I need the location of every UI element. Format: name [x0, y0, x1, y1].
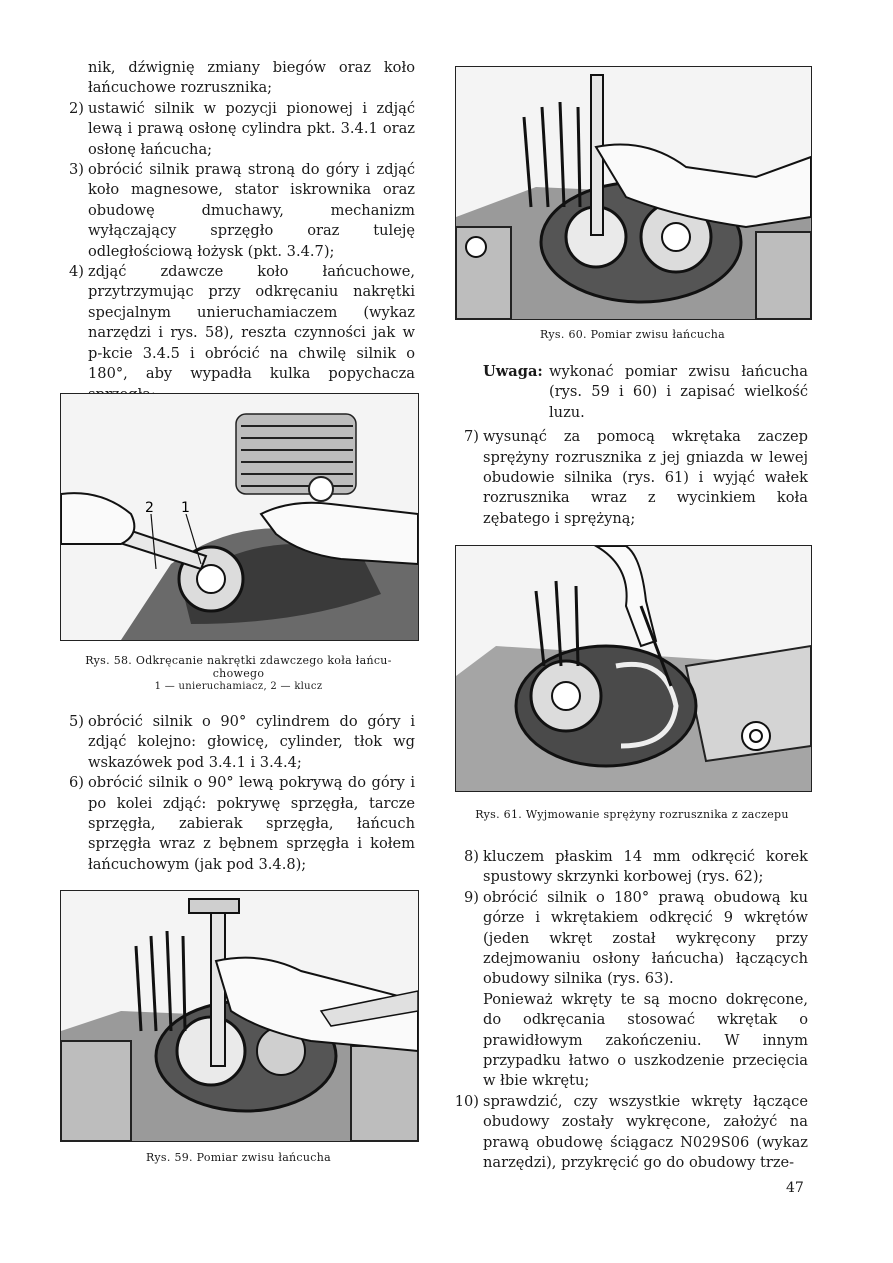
left-column-top [60, 58, 415, 405]
step-8: 8) kluczem płaskim 14 mm odkręcić korek spustowy skrzynki korbowej (rys. 62); [464, 848, 808, 886]
step-4: 4) zdjąć zdawcze koło łańcuchowe, przytrzymując przy odkręcaniu nakrętki specjalnym unieruchamiaczem (wykaz narzędzi i rys. 58), reszta czynności jak w p-kcie 3.4.5 i obrócić na chwilę silnik o 180°, aby wypadła kulka popychacza [69, 263, 415, 383]
uwaga-text: wykonać pomiar zwisu łańcucha (rys. 59 i 60) i zapisać wielkość luzu. [549, 363, 808, 421]
right-column-bottom [455, 847, 808, 1174]
step-6: 6) obrócić silnik o 90° lewą pokrywą do góry i po kolei zdjąć: pokrywę sprzęgła, tarcze sprzęgła, zabierak sprzęgła, łańcuch sprzęgła wraz z bębnem sprzęgła i kołem łańcuchowym (jak pod 3.4.8); [69, 774, 415, 873]
label-1: 1 [181, 500, 190, 516]
fig61-caption: Rys. 61. Wyjmowanie sprężyny rozrusznika z zaczepu [475, 808, 789, 821]
uwaga-label: Uwaga: [483, 363, 543, 380]
left-column-bottom [60, 712, 415, 875]
figure-60 [455, 66, 812, 320]
step-2: 2) ustawić silnik w pozycji pionowej i zdjąć lewą i prawą osłonę cylindra pkt. 3.4.1 oraz osłonę łańcucha; [69, 99, 415, 158]
chain-measure-illustration-60 [456, 67, 811, 319]
fig59-caption: Rys. 59. Pomiar zwisu łańcucha [146, 1151, 331, 1164]
step-5: 5) obrócić silnik o 90° cylindrem do góry i zdjąć kolejno: głowicę, cylinder, tłok wg wskazówek pod 3.4.1 i 3.4.4; [69, 713, 415, 771]
step-7: 7) wysunąć za pomocą wkrętaka zaczep sprężyny rozrusznika z jej gniazda w lewej obudowie silnika (rys. 61) i wyjąć wałek rozrusznika wraz z wycinkiem koła zębatego i sprężyną; [464, 428, 808, 527]
spring-removal-illustration [456, 546, 811, 791]
uwaga-note [455, 362, 808, 423]
fig60-caption: Rys. 60. Pomiar zwisu łańcucha [540, 328, 725, 341]
figure-59 [60, 890, 419, 1142]
engine-wrench-illustration [61, 394, 418, 640]
chain-measure-illustration-59 [61, 891, 418, 1141]
intro-continuation: nik, dźwignię zmiany biegów oraz koło łańcuchowe rozrusznika; [88, 59, 415, 97]
step-3: 3) obrócić silnik prawą stroną do góry i zdjąć koło magnesowe, stator iskrownika oraz obudowę dmuchawy, mechanizm wyłączający sprzęgło oraz tuleję odległościową łożysk (pkt. 3.4.7); [69, 161, 415, 260]
step-9-continuation: Ponieważ wkręty te są mocno dokręcone, do odkręcania stosować wkrętak o prawidłowym zakończeniu. W innym przypadku łatwo o uszkodzenie przecięcia w łbie wkrętu; [483, 990, 808, 1090]
right-column-middle [455, 362, 808, 529]
figure-61 [455, 545, 812, 792]
page-number: 47 [786, 1180, 804, 1196]
fig58-legend: 1 — unieruchamiacz, 2 — klucz [154, 681, 323, 692]
figure-58 [60, 393, 419, 641]
label-2: 2 [145, 500, 154, 516]
step-9: 9) obrócić silnik o 180° prawą obudową ku górze i wkrętakiem odkręcić 9 wkrętów (jeden wkręt został wykręcony przy zdejmowaniu osłony łańcucha) łączących obudowy silnika (rys. 63). [464, 888, 808, 988]
fig58-caption: Rys. 58. Odkręcanie nakrętki zdawczego koła łańcu- chowego 1 — unieruchamiacz, 2 — klucz [60, 654, 417, 693]
step-10: 10) sprawdzić, czy wszystkie wkręty łączące obudowy zostały wykręcone, założyć na prawą obudowę ściągacz N029S06 (wykaz narzędzi), przykręcić go do obudowy trze- [454, 1092, 808, 1172]
